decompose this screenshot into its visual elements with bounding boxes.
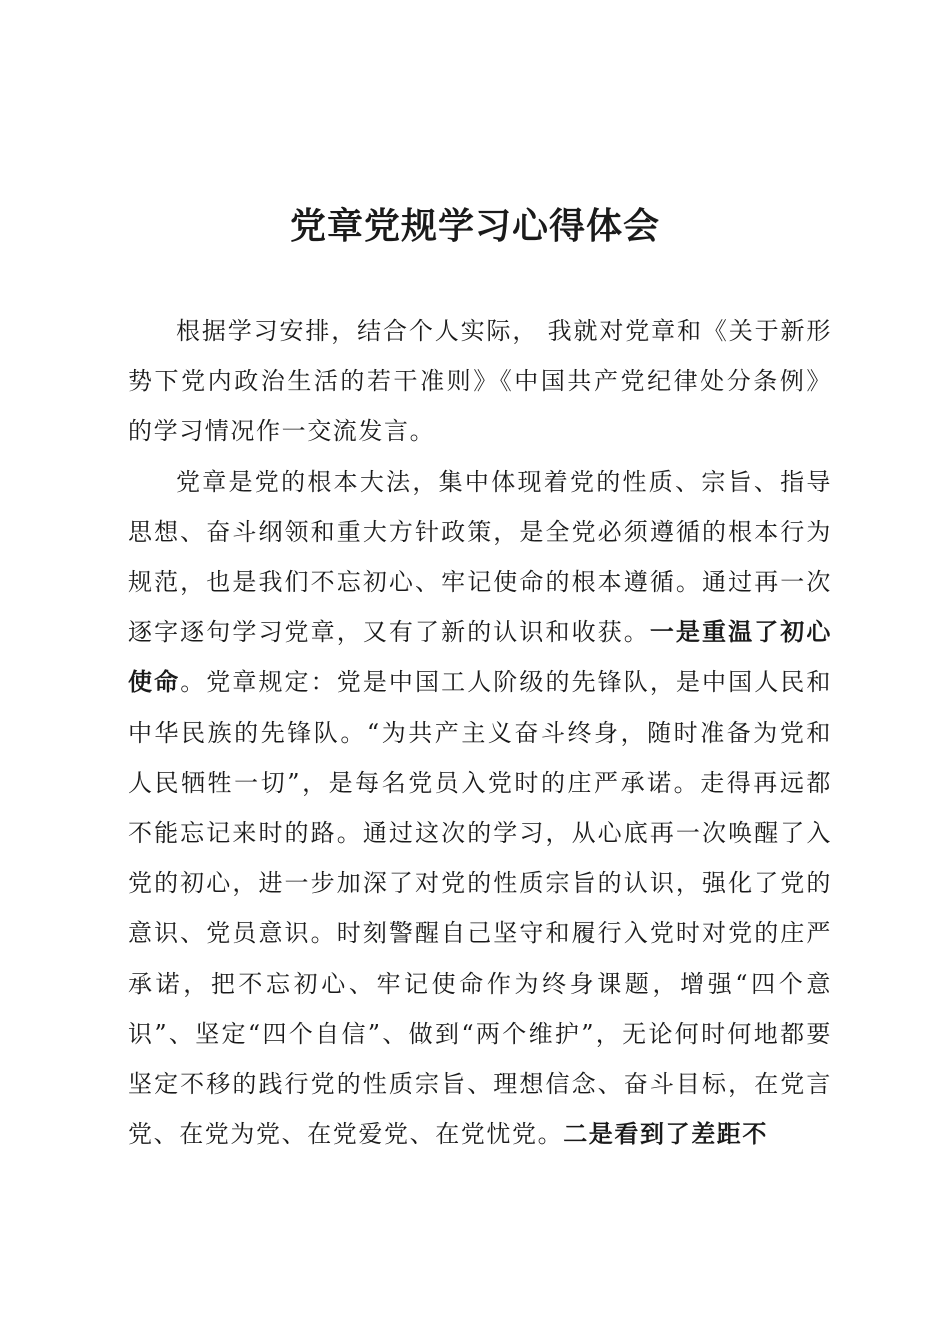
paragraph-party-constitution <box>128 457 832 1160</box>
paragraph-intro: 根据学习安排，结合个人实际， 我就对党章和《关于新形势下党内政治生活的若干准则》《中国共产党纪律处分条例》的学习情况作一交流发言。 <box>128 317 832 446</box>
paragraph-text: 。党章规定：党是中国工人阶级的先锋队，是中国人民和中华民族的先锋队。“为共产主义奋斗终身，随时准备为党和人民牺牲一切”，是每名党员入党时的庄严承诺。走得再远都不能忘记来时的路。通过这次的学习，从心底再一次唤醒了入党的初心，进一步加深了对党的性质宗旨的认识，强化了党的意识、党员意识。时刻警醒自己坚守和履行入党时对党的庄严承诺，把不忘初心、牢记使命作为终身课题，增强“四个意识”、坚定“四个自信”、做到“两个维护”，无论何时何地都要坚定不移的践行党的性质宗旨、理想信念、奋斗目标，在党言党、在党为党、在党爱党、在党忧党。 <box>128 668 832 1149</box>
paragraph-text: 党章是党的根本大法，集中体现着党的性质、宗旨、指导思想、奋斗纲领和重大方针政策，是全党必须遵循的根本行为规范，也是我们不忘初心、牢记使命的根本遵循。通过再一次逐字逐句学习党章，又有了新的认识和收获。 <box>128 467 832 647</box>
bold-point-one: 一是重温了初心使命 <box>128 618 832 697</box>
document-title: 党章党规学习心得体会 <box>289 205 660 247</box>
document-body <box>128 306 832 1159</box>
bold-point-two: 二是看到了差距不 <box>563 1120 769 1149</box>
